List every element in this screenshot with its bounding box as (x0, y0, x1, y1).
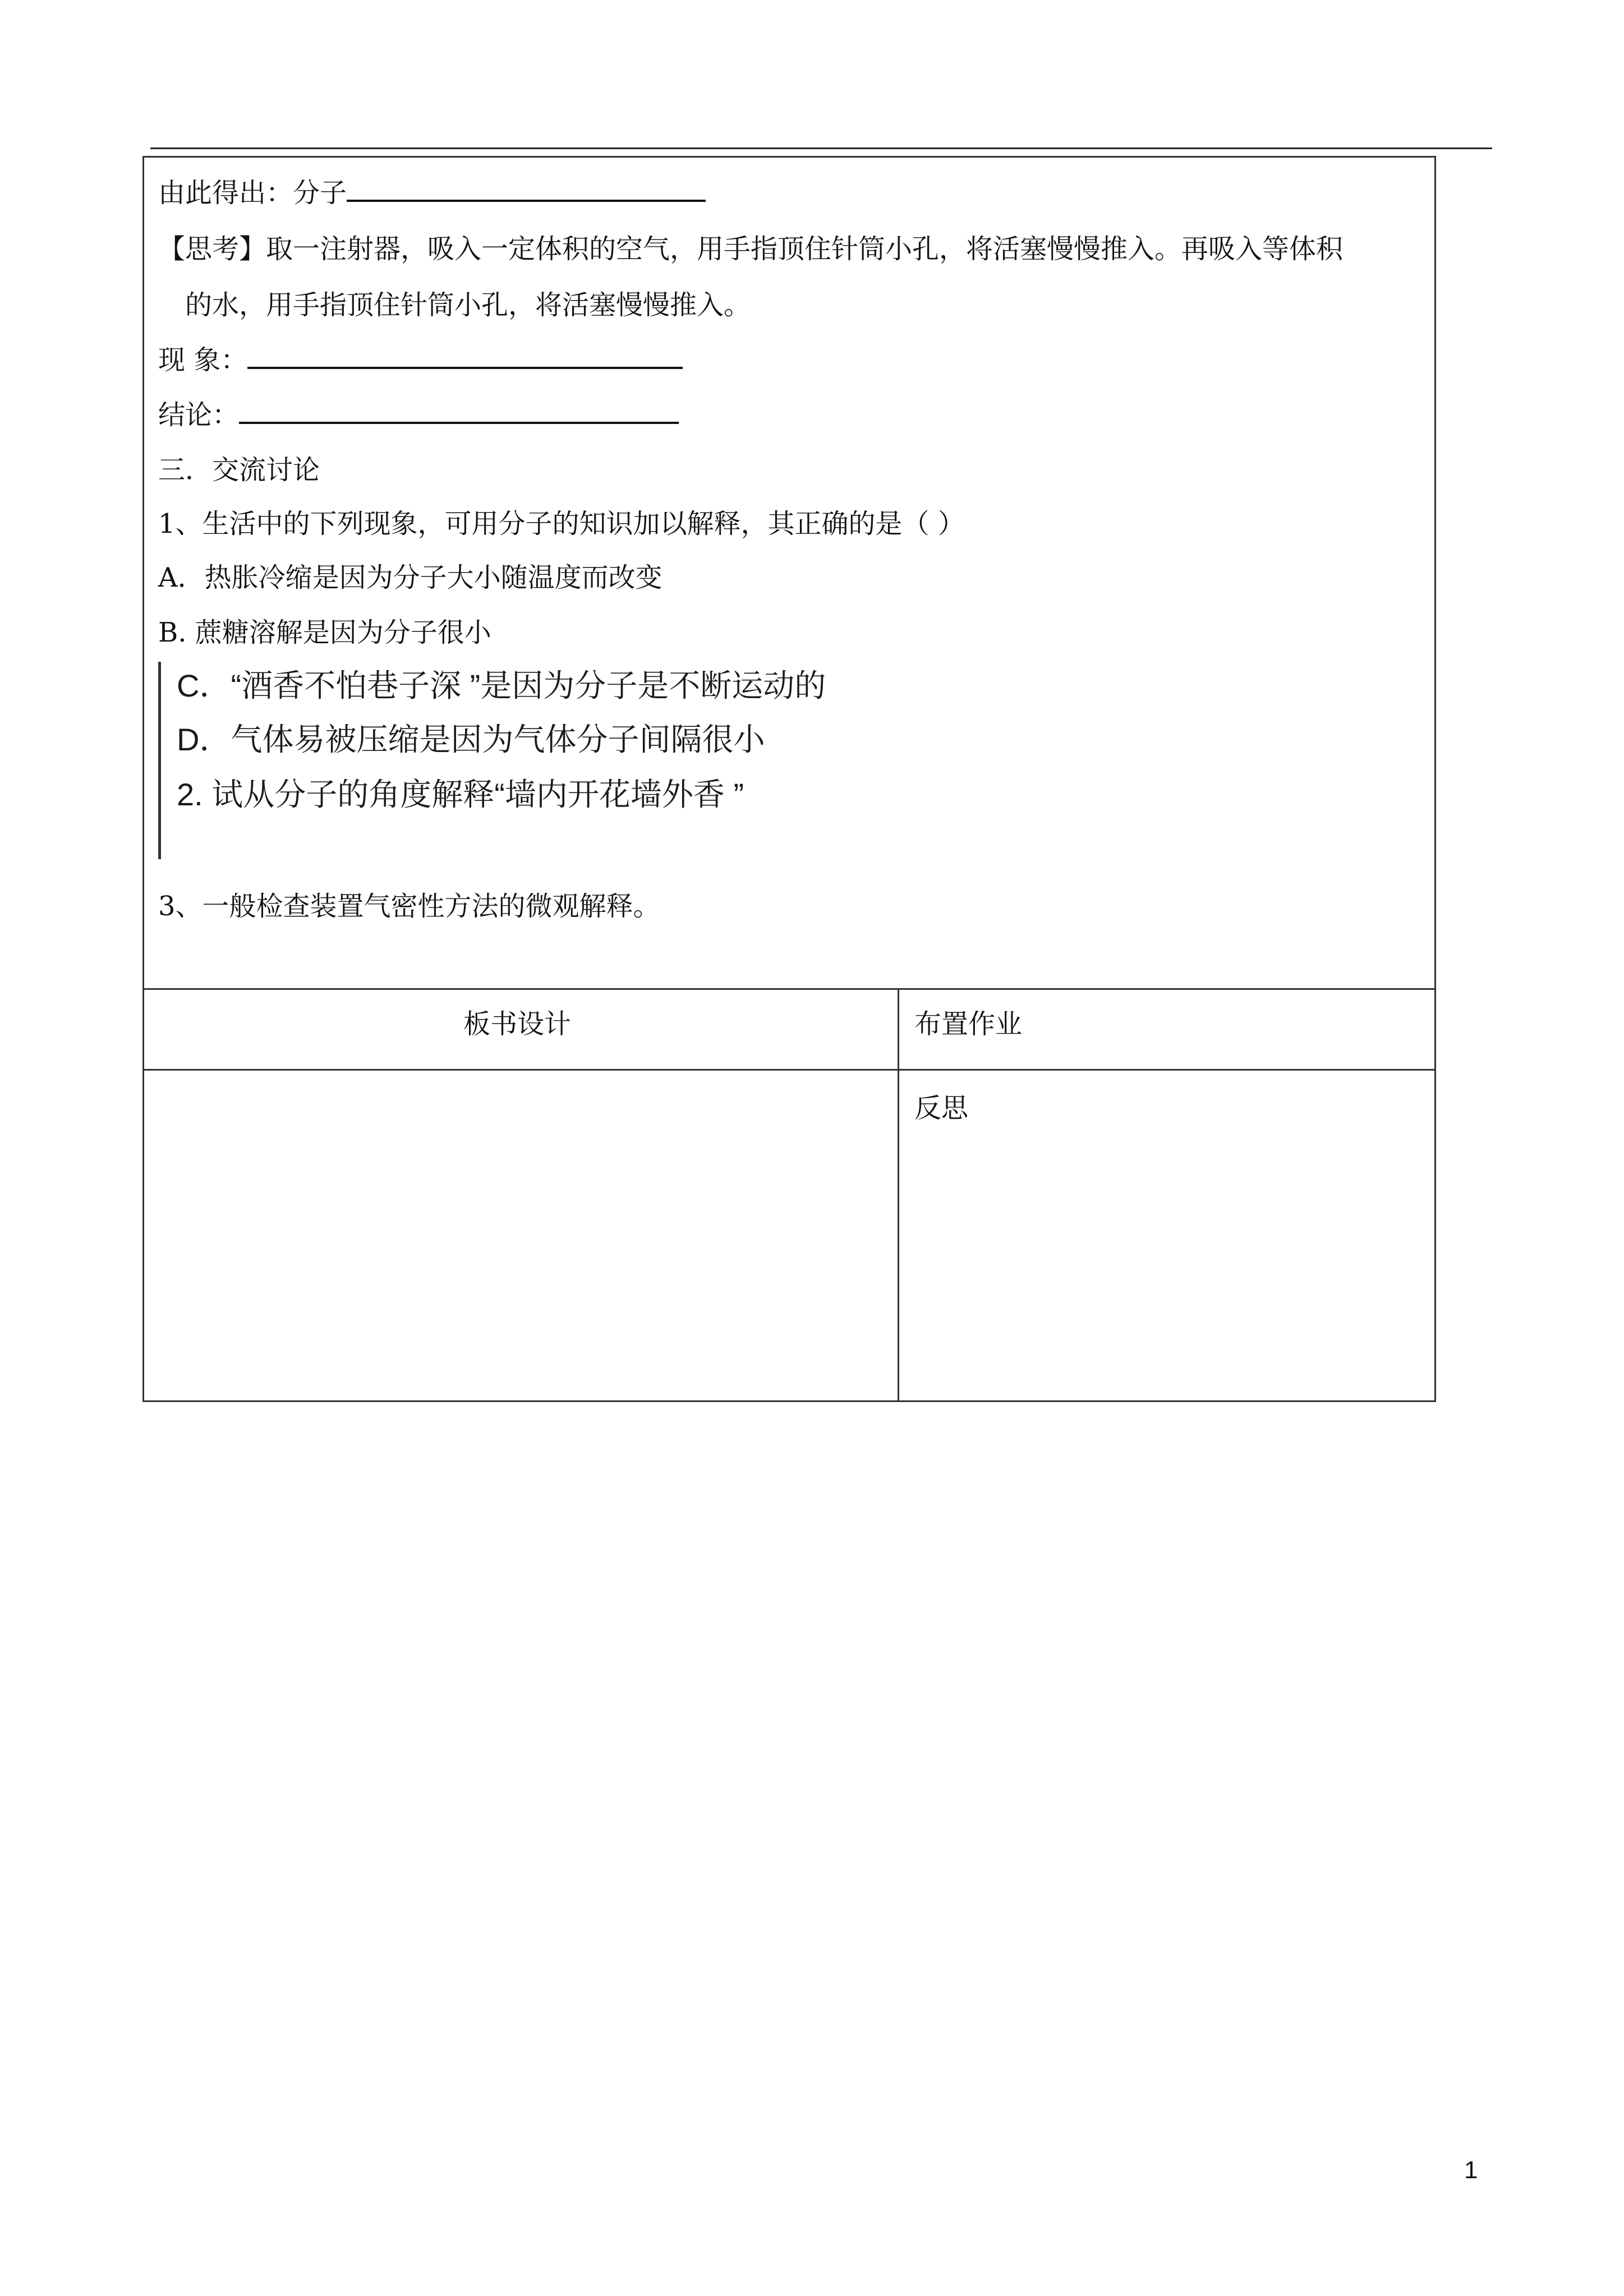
answer-blank-molecule[interactable] (347, 175, 706, 202)
blackboard-design-header: 板书设计 (463, 1008, 572, 1040)
section-heading: 三．交流讨论 (158, 454, 320, 486)
table-row-divider-2 (142, 1069, 1436, 1071)
question-1: 1、生活中的下列现象，可用分子的知识加以解释，其正确的是（ ） (158, 508, 965, 540)
pasted-question-image (158, 662, 901, 859)
think-text-line-2: 的水，用手指顶住针筒小孔，将活塞慢慢推入。 (185, 289, 751, 321)
question-2: 2. 试从分子的角度解释“墙内开花墙外香 ” (177, 777, 744, 812)
phenomenon-label: 现 象： (158, 344, 248, 376)
page-number: 1 (1464, 2156, 1478, 2184)
answer-blank-phenomenon[interactable] (247, 342, 683, 369)
phenomenon-line (158, 342, 683, 378)
table-row-divider-1 (142, 988, 1436, 990)
answer-blank-conclusion[interactable] (239, 397, 679, 424)
option-b: B. 蔗糖溶解是因为分子很小 (158, 617, 491, 648)
homework-header: 布置作业 (914, 1008, 1023, 1040)
conclusion-intro: 由此得出：分子 (158, 177, 347, 209)
option-c: C．“酒香不怕巷子深 ”是因为分子是不断运动的 (177, 668, 826, 703)
header-rule (150, 147, 1492, 149)
question-3: 3、一般检查装置气密性方法的微观解释。 (158, 891, 660, 922)
conclusion-result-line (158, 397, 679, 433)
conclusion-label: 结论： (158, 399, 240, 431)
reflection-label: 反思 (914, 1092, 969, 1124)
option-d: D．气体易被压缩是因为气体分子间隔很小 (177, 722, 765, 757)
think-text-line-1: 【思考】取一注射器，吸入一定体积的空气，用手指顶住针筒小孔，将活塞慢慢推入。再吸入等体积 (158, 233, 1344, 265)
table-column-divider (898, 988, 899, 1402)
conclusion-line (158, 175, 706, 211)
option-a: A．热胀冷缩是因为分子大小随温度而改变 (158, 562, 663, 593)
